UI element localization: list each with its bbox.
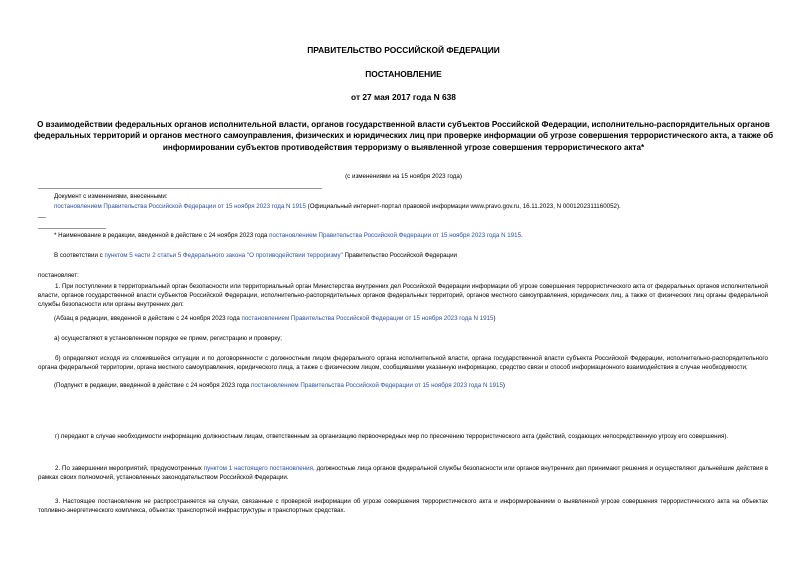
paragraph-1-note-link[interactable]: постановлением Правительства Российской Федерации от 15 ноября 2023 года N 1915 xyxy=(241,315,494,322)
amendment-source: (Официальный интернет-портал правовой информации www.pravo.gov.ru, 16.11.2023, N 0001202311160052). xyxy=(305,203,621,210)
paragraph-3: 3. Настоящее постановление не распространяется на случаи, связанные с проверкой информации об угрозе совершения террористического акта и информированием о выявленной угрозе совершения террористического акта на объектах топливно-энергетического комплекса, объектах транспортной инфраструктуры и транспортных средствах. xyxy=(38,498,768,514)
subparagraph-a: а) осуществляют в установленном порядке ее прием, регистрацию и проверку; xyxy=(54,335,282,342)
subparagraph-b-note-link[interactable]: постановлением Правительства Российской Федерации от 15 ноября 2023 года N 1915 xyxy=(250,382,503,389)
paragraph-1-note: (Абзац в редакции, введенной в действие с 24 ноября 2023 года постановлением Правительства Российской Федерации от 15 ноября 2023 года N 1915) xyxy=(54,315,496,322)
paragraph-2: 2. По завершении мероприятий, предусмотренных пунктом 1 настоящего постановления, должностные лица органов федеральной службы безопасности или органов внутренних дел принимают решения и осуществляют дальнейшие действия в рамках своих полномочий, установленных законодательством Российской Федерации. xyxy=(38,465,768,481)
footnote-divider xyxy=(38,228,106,229)
decides-label: постановляет: xyxy=(38,272,79,279)
divider xyxy=(38,217,46,218)
government-heading: ПРАВИТЕЛЬСТВО РОССИЙСКОЙ ФЕДЕРАЦИИ xyxy=(307,45,500,55)
document-date: от 27 мая 2017 года N 638 xyxy=(351,92,456,102)
document-title: О взаимодействии федеральных органов исполнительной власти, органов государственной власти субъектов Российской Федерации, исполнительно-распорядительных органов федеральных территорий и органов местного самоуправления, физических и юридических лиц при проверке информации об угрозе совершения террористического акта, а также об информировании субъектов противодействия терроризму о выявленной угрозе совершения террористического акта* xyxy=(33,120,774,152)
subparagraph-b-note: (Подпункт в редакции, введенной в действие с 24 ноября 2023 года постановлением Правительства Российской Федерации от 15 ноября 2023 года N 1915) xyxy=(54,382,505,389)
paragraph-1: 1. При поступлении в территориальный орган безопасности или территориальный орган Министерства внутренних дел Российской Федерации информации об угрозе совершения террористического акта от федеральных органов исполнительной власти, органов государственной власти субъектов Российской Федерации, исполнительно-распорядительных органов федеральных территорий, органов местного самоуправления, юридических лиц, а также от физических лиц органы федеральной службы безопасности или органы внутренних дел: xyxy=(38,283,768,308)
subparagraph-g: г) передают в случае необходимости информацию должностным лицам, ответственным за организацию первоочередных мер по пресечению террористического акта (действий, создающих непосредственную угрозу его совершения). xyxy=(55,433,729,440)
amendments-line xyxy=(54,203,621,212)
preamble: В соответствии с пунктом 5 части 2 статьи 5 Федерального закона "О противодействии терроризму" Правительство Российской Федерации xyxy=(54,252,458,259)
footnote-link[interactable]: постановлением Правительства Российской Федерации от 15 ноября 2023 года N 1915 xyxy=(269,232,522,239)
edition-note: (с изменениями на 15 ноября 2023 года) xyxy=(345,173,462,180)
document-type-heading: ПОСТАНОВЛЕНИЕ xyxy=(365,69,442,79)
subparagraph-b: б) определяют исходя из сложившейся ситуации и по договоренности с должностным лицом федерального органа исполнительной власти, органа государственной власти субъекта Российской Федерации, исполнительно-распорядительного органа федеральной территории, органа местного самоуправления, юридического лица, а также с физическим лицом, сообщившими указанную информацию, средство связи и способ информационного взаимодействия в случае необходимости; xyxy=(38,355,768,371)
footnote-text: * Наименование в редакции, введенной в действие с 24 ноября 2023 года xyxy=(54,232,270,239)
amendment-link[interactable]: постановлением Правительства Российской Федерации от 15 ноября 2023 года N 1915 xyxy=(54,203,306,210)
divider xyxy=(38,188,322,189)
paragraph-2-link[interactable]: пунктом 1 настоящего постановления xyxy=(203,465,313,472)
federal-law-link[interactable]: пунктом 5 части 2 статьи 5 Федерального закона "О противодействии терроризму" xyxy=(104,252,343,259)
footnote: * Наименование в редакции, введенной в действие с 24 ноября 2023 года постановлением Правительства Российской Федерации от 15 ноября 2023 года N 1915. xyxy=(54,232,523,239)
amendments-label: Документ с изменениями, внесенными: xyxy=(54,193,168,200)
